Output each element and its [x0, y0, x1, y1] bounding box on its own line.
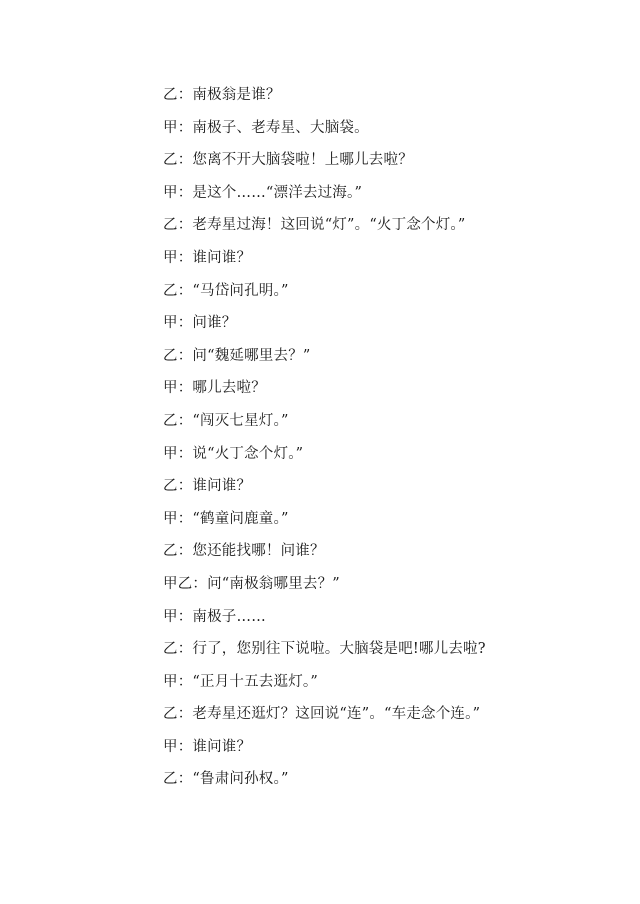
dialogue-line-17: 甲：南极子…… — [163, 608, 266, 625]
dialogue-line-10: 甲：哪儿去啦？ — [163, 380, 266, 397]
dialogue-line-13: 乙：谁问谁？ — [163, 478, 252, 495]
dialogue-line-15: 乙：您还能找哪！问谁？ — [163, 543, 325, 560]
dialogue-line-5: 乙：老寿星过海！这回说“灯”。“火丁念个灯。” — [163, 217, 466, 234]
dialogue-line-6: 甲：谁问谁？ — [163, 249, 252, 266]
dialogue-line-9: 乙：问“魏延哪里去？” — [163, 347, 311, 364]
dialogue-line-19: 甲：“正月十五去逛灯。” — [163, 673, 318, 690]
dialogue-line-14: 甲：“鹤童问鹿童。” — [163, 510, 289, 527]
dialogue-line-1: 乙：南极翁是谁？ — [163, 87, 281, 103]
dialogue-line-20: 乙：老寿星还逛灯？这回说“连”。“车走念个连。” — [163, 706, 481, 723]
dialogue-line-16: 甲乙：问“南极翁哪里去？” — [163, 575, 340, 592]
dialogue-text — [163, 84, 613, 801]
dialogue-line-11: 乙：“闯灭七星灯。” — [163, 412, 289, 429]
dialogue-line-18: 乙：行了，您别往下说啦。大脑袋是吧!哪儿去啦? — [163, 641, 486, 658]
dialogue-line-8: 甲：问谁？ — [163, 315, 237, 332]
dialogue-line-7: 乙：“马岱问孔明。” — [163, 282, 289, 299]
dialogue-line-12: 甲：说“火丁念个灯。” — [163, 445, 304, 462]
dialogue-line-3: 乙：您离不开大脑袋啦！上哪儿去啦？ — [163, 152, 413, 169]
dialogue-line-21: 甲：谁问谁？ — [163, 738, 252, 755]
dialogue-line-4: 甲：是这个……“漂洋去过海。” — [163, 184, 363, 201]
dialogue-line-22: 乙：“鲁肃问孙权。” — [163, 771, 289, 788]
dialogue-line-2: 甲：南极子、老寿星、大脑袋。 — [163, 119, 369, 136]
